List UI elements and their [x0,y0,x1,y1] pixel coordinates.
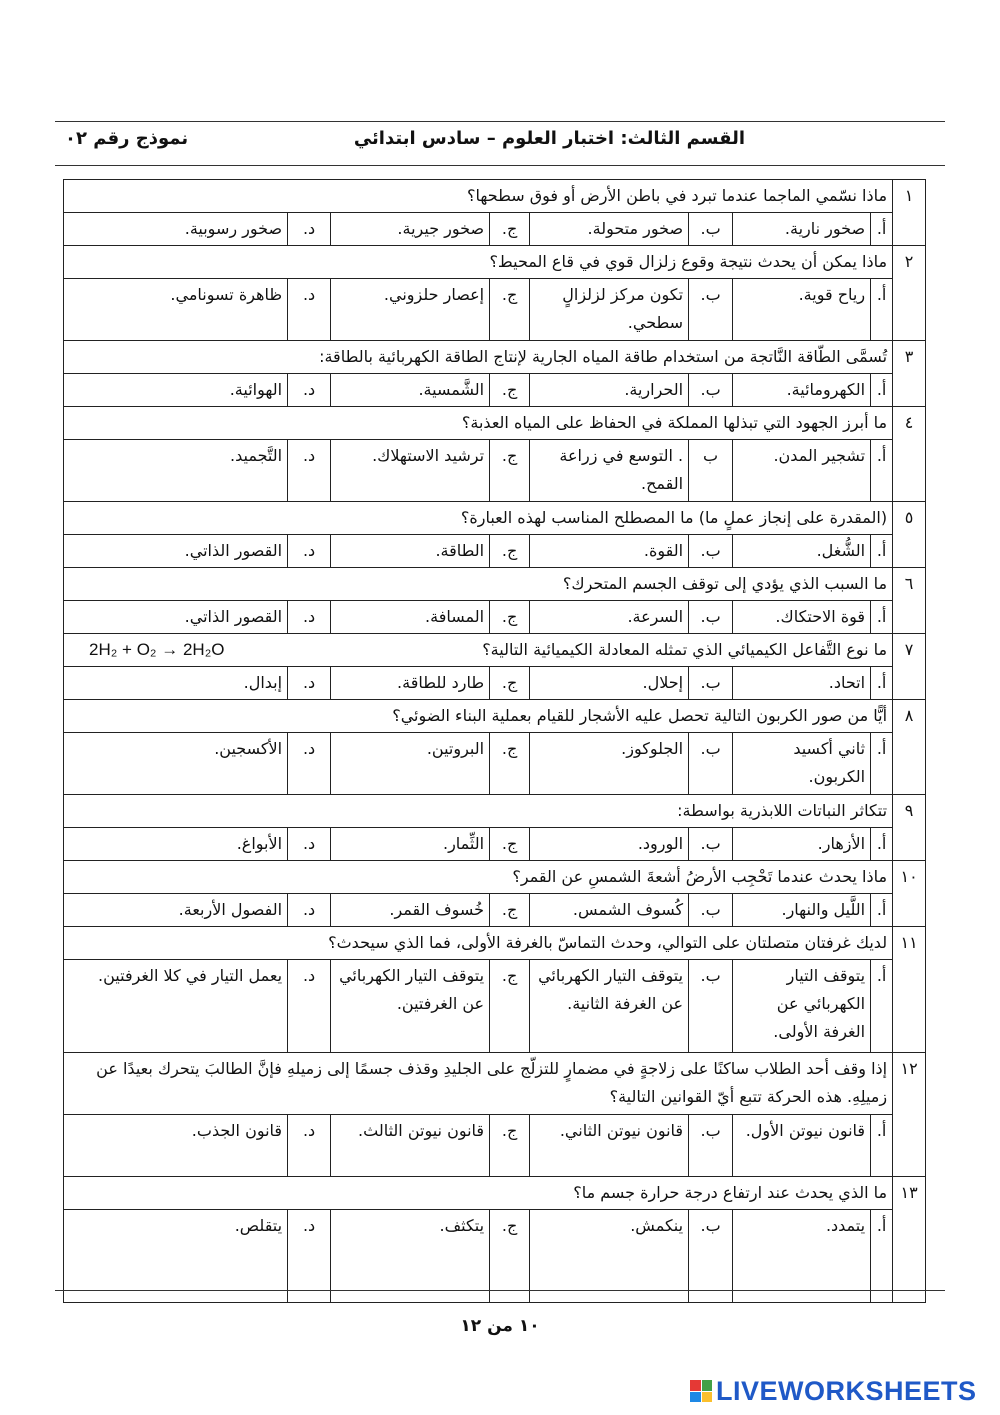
option-letter: أ. [871,213,893,246]
question-text-cell [64,700,893,733]
answer-option[interactable]: المسافة. [331,601,490,634]
option-letter: أ. [871,894,893,927]
option-letter: ب. [689,1115,733,1177]
answer-option[interactable]: قانون نيوتن الأول. [733,1115,871,1177]
question-text: (المقدرة على إنجاز عملٍ ما) ما المصطلح المناسب لهذه العبارة؟ [460,508,888,527]
question-text-cell [64,180,893,213]
logo-square [690,1392,701,1403]
brand-wordmark: LIVEWORKSHEETS [716,1375,977,1406]
answer-option[interactable]: ظاهرة تسونامي. [64,279,288,341]
liveworksheets-brand [690,1376,977,1406]
answer-option[interactable]: الأكسجين. [64,733,288,795]
question-text-cell [64,407,893,440]
question-row [64,634,926,667]
answer-option[interactable]: إبدال. [64,667,288,700]
answer-option[interactable]: القصور الذاتي. [64,535,288,568]
option-letter: د. [288,374,331,407]
question-number: ٨ [893,700,926,795]
options-row [64,894,926,927]
question-number: ١١ [893,927,926,1053]
answer-option[interactable]: الشُّغل. [733,535,871,568]
question-row [64,1177,926,1210]
option-letter: ج. [490,733,530,795]
option-letter: ج. [490,667,530,700]
page-title: القسم الثالث: اختبار العلوم – سادس ابتدائي [353,128,745,149]
question-text: أيًّا من صور الكربون التالية تحصل عليه الأشجار للقيام بعملية البناء الضوئي؟ [392,706,888,725]
answer-option[interactable]: الطاقة. [331,535,490,568]
question-row [64,795,926,828]
question-text-cell [64,568,893,601]
option-letter: ج. [490,279,530,341]
option-letter: ج. [490,374,530,407]
question-row [64,502,926,535]
question-number: ٤ [893,407,926,502]
answer-option[interactable]: صخور نارية. [733,213,871,246]
answer-option[interactable]: إعصار حلزوني. [331,279,490,341]
page-bottom-rule [55,1290,945,1291]
options-row [64,601,926,634]
option-letter: ب. [689,828,733,861]
question-text-cell [64,1177,893,1210]
answer-option[interactable]: صخور رسوبية. [64,213,288,246]
option-letter: أ. [871,1210,893,1303]
option-letter: أ. [871,601,893,634]
options-row [64,213,926,246]
question-text-cell [64,502,893,535]
answer-option[interactable]: الأبواغ. [64,828,288,861]
answer-option[interactable]: القصور الذاتي. [64,601,288,634]
answer-option[interactable]: الفصول الأربعة. [64,894,288,927]
options-row [64,1115,926,1177]
answer-option[interactable]: يتكثف. [331,1210,490,1303]
answer-option[interactable]: . التوسع في زراعة القمح. [530,440,689,502]
answer-option[interactable]: قانون نيوتن الثالث. [331,1115,490,1177]
option-letter: أ. [871,960,893,1053]
question-number: ٧ [893,634,926,700]
options-row [64,440,926,502]
options-row [64,535,926,568]
question-text: ما السبب الذي يؤدي إلى توقف الجسم المتحرك؟ [562,574,888,593]
options-row [64,828,926,861]
answer-option[interactable]: تشجير المدن. [733,440,871,502]
option-letter: ب. [689,894,733,927]
answer-option[interactable]: كُسوف الشمس. [530,894,689,927]
option-letter: ج. [490,213,530,246]
answer-option[interactable]: إحلال. [530,667,689,700]
options-row [64,667,926,700]
options-row [64,733,926,795]
option-letter: د. [288,960,331,1053]
answer-option[interactable]: السرعة. [530,601,689,634]
option-letter: ج. [490,440,530,502]
option-letter: ب. [689,667,733,700]
question-text-cell [64,861,893,894]
option-letter: ب. [689,535,733,568]
answer-option[interactable]: الشَّمسية. [331,374,490,407]
option-letter: أ. [871,279,893,341]
answer-option[interactable]: قانون الجذب. [64,1115,288,1177]
option-letter: د. [288,279,331,341]
answer-option[interactable]: الأزهار. [733,828,871,861]
question-text: ماذا يحدث عندما تَحْجِب الأرضُ أشعةَ الشمسِ عن القمر؟ [512,867,888,886]
option-letter: ج. [490,960,530,1053]
question-row [64,927,926,960]
question-text: ما نوع التَّفاعل الكيميائي الذي تمثله المعادلة الكيميائية التالية؟ [482,640,888,659]
option-letter: د. [288,601,331,634]
question-text-cell [64,341,893,374]
answer-option[interactable]: الجلوكوز. [530,733,689,795]
logo-square [702,1380,713,1391]
answer-option[interactable]: ينكمش. [530,1210,689,1303]
answer-option[interactable]: صخور جيرية. [331,213,490,246]
answer-option[interactable]: الثِّمار. [331,828,490,861]
option-letter: ب. [689,213,733,246]
answer-option[interactable]: يتوقف التيار الكهربائي عن الغرفة الأولى. [733,960,871,1053]
option-letter: د. [288,535,331,568]
option-letter: ب. [689,279,733,341]
question-table [63,179,926,1303]
answer-option[interactable]: تكون مركز لزلزالٍ سطحي. [530,279,689,341]
question-number: ١ [893,180,926,246]
option-letter: د. [288,733,331,795]
question-text-cell [64,1053,893,1115]
options-row [64,960,926,1053]
answer-option[interactable]: ترشيد الاستهلاك. [331,440,490,502]
question-text-cell [64,246,893,279]
question-number: ٥ [893,502,926,568]
answer-option[interactable]: يتوقف التيار الكهربائي عن الغرفتين. [331,960,490,1053]
question-text-cell [64,795,893,828]
logo-square [702,1392,713,1403]
answer-option[interactable]: الهوائية. [64,374,288,407]
question-text: ما أبرز الجهود التي تبذلها المملكة في الحفاظ على المياه العذبة؟ [461,413,888,432]
question-number: ٢ [893,246,926,341]
page-header [55,118,945,158]
answer-option[interactable]: خُسوف القمر. [331,894,490,927]
option-letter: د. [288,667,331,700]
option-letter: د. [288,1115,331,1177]
question-number: ١٠ [893,861,926,927]
option-letter: ج. [490,1115,530,1177]
option-letter: ج. [490,894,530,927]
question-text: تُسمَّى الطّاقة النَّاتجة من استخدام طاقة المياه الجارية لإنتاج الطاقة الكهربائية بالطاقة: [319,347,888,366]
question-text-cell [64,634,893,667]
answer-option[interactable]: طارد للطاقة. [331,667,490,700]
answer-option[interactable]: القوة. [530,535,689,568]
question-text: إذا وقف أحد الطلاب ساكنًا على زلاجةٍ في مضمارٍ للتزلّج على الجليدِ وقذف جسمًا إلى زميلهِ فإنَّ الطالبَ يتحرك بعيدًا عن زميلِهِ. هذه الحركة تتبع أيّ القوانين التالية؟ [96,1059,888,1106]
question-row [64,407,926,440]
question-number: ١٢ [893,1053,926,1177]
options-row [64,374,926,407]
answer-option[interactable]: اتحاد. [733,667,871,700]
model-number: نموذج رقم ٠٢ [65,128,189,149]
option-letter: أ. [871,667,893,700]
option-letter: أ. [871,535,893,568]
answer-option[interactable]: قوة الاحتكاك. [733,601,871,634]
question-text: لديك غرفتان متصلتان على التوالي، وحدث التماسّ بالغرفة الأولى، فما الذي سيحدث؟ [328,933,888,952]
option-letter: أ. [871,1115,893,1177]
option-letter: ج. [490,1210,530,1303]
answer-option[interactable]: يتمدد. [733,1210,871,1303]
question-text: ما الذي يحدث عند ارتفاع درجة حرارة جسم ما؟ [573,1183,888,1202]
answer-option[interactable]: الورود. [530,828,689,861]
option-letter: د. [288,828,331,861]
question-row [64,861,926,894]
option-letter: د. [288,1210,331,1303]
header-bottom-rule [55,165,945,166]
option-letter: د. [288,213,331,246]
answer-option[interactable]: يتقلص. [64,1210,288,1303]
question-number: ٩ [893,795,926,861]
option-letter: ب. [689,1210,733,1303]
question-text: تتكاثر النباتات اللابذرية بواسطة: [677,801,888,820]
answer-option[interactable]: ثاني أكسيد الكربون. [733,733,871,795]
options-row [64,1210,926,1303]
question-text-cell [64,927,893,960]
answer-option[interactable]: التَّجميد. [64,440,288,502]
chemical-equation: 2H₂ + O₂ → 2H₂O [89,640,225,659]
question-row [64,1053,926,1115]
option-letter: ج. [490,601,530,634]
answer-option[interactable]: البروتين. [331,733,490,795]
logo-square [690,1380,701,1391]
question-row [64,246,926,279]
option-letter: أ. [871,733,893,795]
question-row [64,180,926,213]
option-letter: ب. [689,733,733,795]
option-letter: ج. [490,535,530,568]
option-letter: ب [689,440,733,502]
options-row [64,279,926,341]
question-row [64,341,926,374]
option-letter: أ. [871,828,893,861]
question-text: ماذا يمكن أن يحدث نتيجة وقوع زلزال قوي في قاع المحيط؟ [489,252,888,271]
option-letter: ب. [689,601,733,634]
option-letter: أ. [871,440,893,502]
question-number: ١٣ [893,1177,926,1303]
option-letter: أ. [871,374,893,407]
option-letter: د. [288,894,331,927]
question-number: ٦ [893,568,926,634]
answer-option[interactable]: الكهرومائية. [733,374,871,407]
answer-option[interactable]: يعمل التيار في كلا الغرفتين. [64,960,288,1053]
page-number: ١٠ من ١٢ [460,1316,540,1336]
option-letter: د. [288,440,331,502]
answer-option[interactable]: اللَّيل والنهار. [733,894,871,927]
answer-option[interactable]: الحرارية. [530,374,689,407]
option-letter: ج. [490,828,530,861]
question-row [64,700,926,733]
answer-option[interactable]: يتوقف التيار الكهربائي عن الغرفة الثانية. [530,960,689,1053]
option-letter: ب. [689,960,733,1053]
option-letter: ب. [689,374,733,407]
question-row [64,568,926,601]
liveworksheets-logo-icon [690,1380,712,1402]
answer-option[interactable]: صخور متحولة. [530,213,689,246]
question-text: ماذا نسّمي الماجما عندما تبرد في باطن الأرض أو فوق سطحها؟ [467,186,888,205]
answer-option[interactable]: قانون نيوتن الثاني. [530,1115,689,1177]
question-number: ٣ [893,341,926,407]
answer-option[interactable]: رياح قوية. [733,279,871,341]
